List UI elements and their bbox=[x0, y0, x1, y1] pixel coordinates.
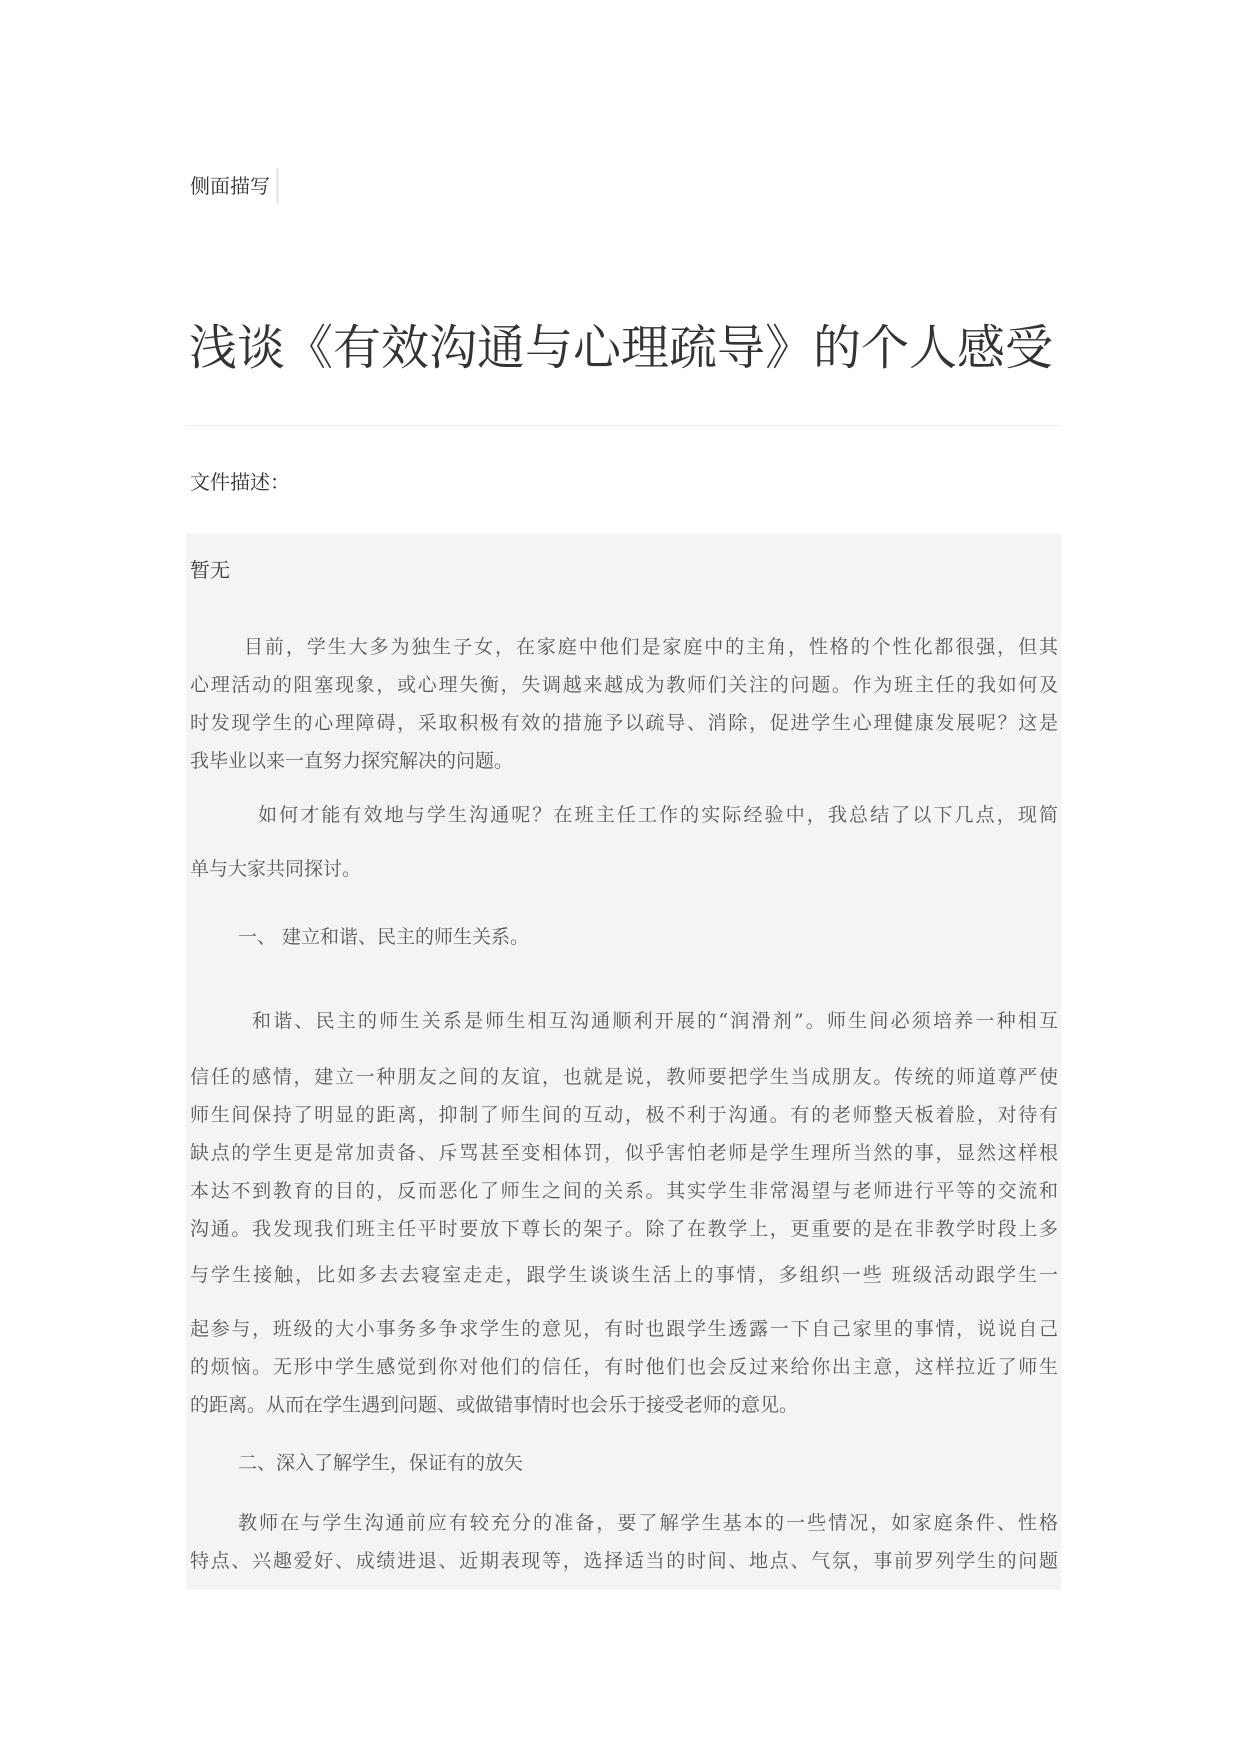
document-title: 浅谈《有效沟通与心理疏导》的个人感受 bbox=[188, 320, 1053, 376]
body-line: 缺点的学生更是常加责备、斥骂甚至变相体罚，似乎害怕老师是学生理所当然的事，显然这样根 bbox=[190, 1142, 1058, 1164]
body-line: 目前，学生大多为独生子女，在家庭中他们是家庭中的主角，性格的个性化都很强，但其 bbox=[244, 636, 1058, 658]
category-label[interactable]: 侧面描写 bbox=[190, 168, 279, 204]
body-line: 起参与，班级的大小事务多争求学生的意见，有时也跟学生透露一下自己家里的事情，说说自己 bbox=[190, 1318, 1058, 1340]
body-line: 沟通。我发现我们班主任平时要放下尊长的架子。除了在教学上，更重要的是在非教学时段上多 bbox=[190, 1218, 1058, 1240]
body-line: 与学生接触，比如多去去寝室走走，跟学生谈谈生活上的事情，多组织一些 班级活动跟学生一 bbox=[190, 1264, 1058, 1286]
document-content bbox=[186, 534, 1061, 1590]
body-line: 教师在与学生沟通前应有较充分的准备，要了解学生基本的一些情况，如家庭条件、性格 bbox=[238, 1512, 1058, 1534]
description-value: 暂无 bbox=[190, 558, 230, 582]
body-line: 如何才能有效地与学生沟通呢？在班主任工作的实际经验中，我总结了以下几点，现简 bbox=[258, 804, 1058, 826]
description-label: 文件描述： bbox=[190, 470, 290, 494]
body-line: 和谐、民主的师生关系是师生相互沟通顺利开展的“润滑剂”。师生间必须培养一种相互 bbox=[252, 1010, 1058, 1032]
body-line: 时发现学生的心理障碍，采取积极有效的措施予以疏导、消除，促进学生心理健康发展呢？这是 bbox=[190, 712, 1058, 734]
section-heading: 二、深入了解学生，保证有的放矢 bbox=[238, 1452, 524, 1474]
body-line: 信任的感情，建立一种朋友之间的友谊，也就是说，教师要把学生当成朋友。传统的师道尊严使 bbox=[190, 1066, 1058, 1088]
body-line: 师生间保持了明显的距离，抑制了师生间的互动，极不利于沟通。有的老师整天板着脸，对待有 bbox=[190, 1104, 1058, 1126]
section-heading: 一、 建立和谐、民主的师生关系。 bbox=[238, 926, 530, 948]
body-line: 单与大家共同探讨。 bbox=[190, 858, 362, 880]
body-line: 心理活动的阻塞现象，或心理失衡，失调越来越成为教师们关注的问题。作为班主任的我如何及 bbox=[190, 674, 1058, 696]
body-line: 特点、兴趣爱好、成绩进退、近期表现等，选择适当的时间、地点、气氛，事前罗列学生的问题 bbox=[190, 1550, 1058, 1572]
title-divider bbox=[186, 425, 1061, 426]
body-line: 我毕业以来一直努力探究解决的问题。 bbox=[190, 750, 514, 772]
body-line: 的距离。从而在学生遇到问题、或做错事情时也会乐于接受老师的意见。 bbox=[190, 1394, 799, 1416]
body-line: 本达不到教育的目的，反而恶化了师生之间的关系。其实学生非常渴望与老师进行平等的交流和 bbox=[190, 1180, 1058, 1202]
body-line: 的烦恼。无形中学生感觉到你对他们的信任，有时他们也会反过来给你出主意，这样拉近了师生 bbox=[190, 1356, 1058, 1378]
